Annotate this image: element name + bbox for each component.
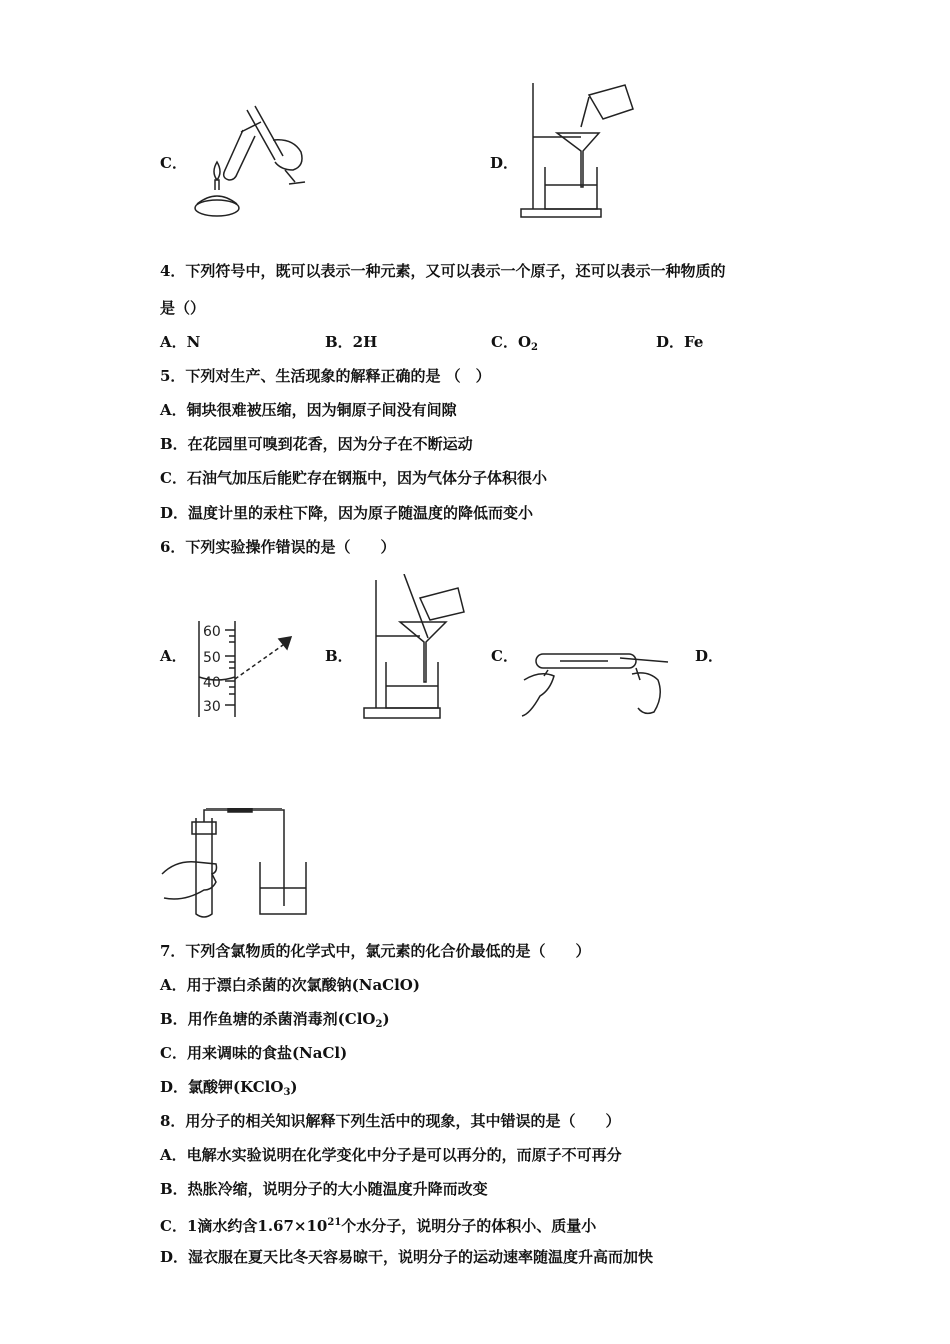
q7-option-b: B．用作鱼塘的杀菌消毒剂(ClO$_2$) <box>160 1010 390 1030</box>
cylinder-tick-30: 30 <box>203 699 221 715</box>
q4-option-b: B．2H <box>325 333 378 351</box>
q6-option-a-label: A． <box>160 647 187 665</box>
q6-test-tube-hands-figure <box>520 640 670 720</box>
q7-option-d: D．氯酸钾(KClO$_3$) <box>160 1078 298 1098</box>
q6-airtightness-check-figure <box>160 808 310 918</box>
q4-stem-line2: 是（） <box>160 299 206 317</box>
q5-option-c: C．石油气加压后能贮存在钢瓶中，因为气体分子体积很小 <box>160 469 547 487</box>
q5-option-a: A．铜块很难被压缩，因为铜原子间没有间隙 <box>160 401 457 419</box>
q7-option-c: C．用来调味的食盐(NaCl) <box>160 1044 348 1062</box>
q3-option-d-label: D． <box>490 154 519 172</box>
q7-option-a: A．用于漂白杀菌的次氯酸钠(NaClO) <box>160 976 420 994</box>
q8-option-a: A．电解水实验说明在化学变化中分子是可以再分的，而原子不可再分 <box>160 1146 622 1164</box>
q8-stem: 8．用分子的相关知识解释下列生活中的现象，其中错误的是（ ） <box>160 1112 621 1130</box>
cylinder-tick-60: 60 <box>203 624 221 640</box>
q7-stem: 7．下列含氯物质的化学式中，氯元素的化合价最低的是（ ） <box>160 942 591 960</box>
q4-option-a: A．N <box>160 333 201 351</box>
q8-option-c: C．1滴水约含$1.67\times 10^{21}$个水分子，说明分子的体积小、质量小 <box>160 1217 597 1235</box>
q8-option-d: D．湿衣服在夏天比冬天容易晾干，说明分子的运动速率随温度升高而加快 <box>160 1248 654 1266</box>
q8-option-b: B．热胀冷缩，说明分子的大小随温度升降而改变 <box>160 1180 488 1198</box>
q6-stem: 6．下列实验操作错误的是（ ） <box>160 538 396 556</box>
cylinder-tick-50: 50 <box>203 650 221 666</box>
q6-graduated-cylinder-figure <box>195 615 305 720</box>
q5-option-b: B．在花园里可嗅到花香，因为分子在不断运动 <box>160 435 473 453</box>
q6-option-d-label: D． <box>695 647 724 665</box>
q5-stem: 5．下列对生产、生活现象的解释正确的是 （ ） <box>160 367 491 385</box>
q6-option-b-label: B． <box>325 647 353 665</box>
q6-filtration-figure <box>360 574 470 724</box>
q4-option-d: D．Fe <box>656 333 704 351</box>
cylinder-tick-40: 40 <box>203 675 221 691</box>
q3-filtration-figure <box>515 75 645 225</box>
q3-option-c-label: C． <box>160 154 187 172</box>
q5-option-d: D．温度计里的汞柱下降，因为原子随温度的降低而变小 <box>160 504 534 522</box>
q4-option-c: C．$O_2$ <box>491 333 538 353</box>
q3-heating-test-tube-figure <box>185 100 315 220</box>
q4-stem-line1: 4．下列符号中，既可以表示一种元素，又可以表示一个原子，还可以表示一种物质的 <box>160 262 726 280</box>
q6-option-c-label: C． <box>491 647 518 665</box>
